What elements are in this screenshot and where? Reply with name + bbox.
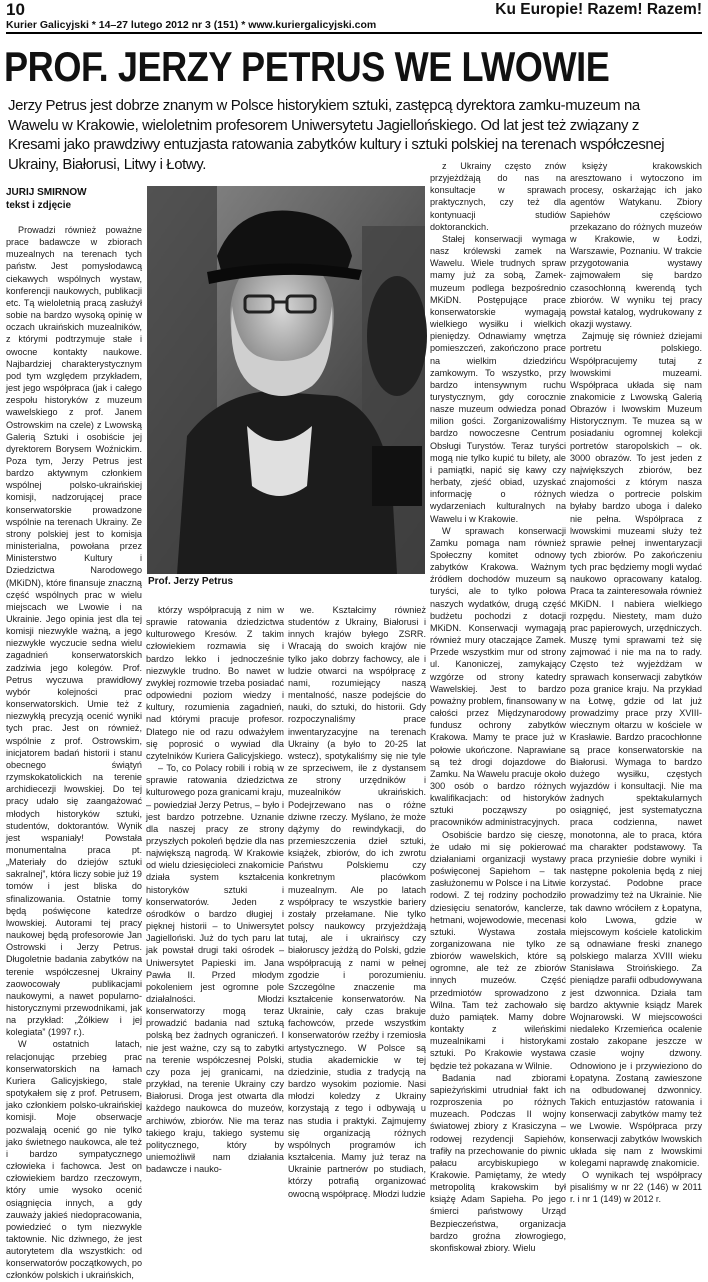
portrait-photo (147, 186, 425, 574)
text-column-3 (288, 604, 426, 1199)
author-name: JURIJ SMIRNOW (6, 187, 87, 198)
text-column-2 (146, 604, 285, 1175)
paragraph: we. Kształcimy również studentów z Ukrainy, Białorusi i innych krajów byłego ZSRR. Wracają do swoich krajów nie tylko jako dobrzy fachowcy, ale i ludzie otwarci na współpracę z nami, rozumiejący naszą mentalność, nasze podejście do nauki, do sztuki, do historii. Gdy rozpoczynaliśmy prace inwentaryzacyjne na terenach Ukrainy (a było to 20-25 lat wstecz), spotykaliśmy się nie tyle ze sprzeciwem, ile z dystansem ze strony urzędników i muzealników ukraińskich. Podejrzewano nas o różne dziwne rzeczy. Myślano, że może dążymy do rewindykacji, do przemieszczenia dzieł sztuki, książek, zbiorów, do ich zwrotu Państwu Polskiemu czy konkretnym placówkom muzealnym. Ale po latach współpracy te wszystkie bariery zostały przełamane. Nie tylko polscy naukowcy przyjeżdżają tutaj, ale i ukraińscy czy białoruscy jeżdżą do Polski, gdzie współpracują z nami w pełnej zgodzie i porozumieniu. Szczególne znaczenie ma kształcenie konserwatorów. Na Ukrainie, cały czas brakuje fachowców, przede wszystkim konserwatorów rzeźby i rzemiosła artystycznego. W Polsce są studia akademickie w tej dziedzinie, studia z tradycją na bardzo wysokim poziomie. Nasi młodzi koledzy z Ukrainy korzystają z tego i odbywają u nas studia i praktyki. Zajmujemy się organizacją różnych wspólnych programów ich kształcenia. Mamy już teraz na Ukrainie partnerów po studiach, którzy potrafią organizować owocną współpracę. Młodzi ludzie (288, 605, 426, 1199)
paragraph: Osobiście bardzo się cieszę, że udało mi się pokierować działaniami organizacji wystawy poświęconej Sapiehom – tak zasłużonemu w Polsce i na Litwie rodowi. Z tej rodziny pochodziło dziesięciu senatorów, kanclerze, hetmani, wojewodowie, mecenasi sztuki. Wystawa została zorganizowana nie tylko ze zbiorów wawelskich, które są ogromne, ale też ze zbiorów innych muzeów. Część przedmiotów sprowadzono z Wilna. Tam też zachowało się dużo pamiątek. Mamy dobre kontakty z wileńskimi muzealnikami i historykami sztuki. Po Krakowie wystawa będzie też pokazana w Wilnie. (430, 829, 566, 1071)
text-column-1 (6, 224, 142, 1281)
text-column-4 (430, 160, 566, 1253)
paragraph: Badania nad zbiorami sapieżyńskimi utrudniał fakt ich rozproszenia po różnych muzeach. Podczas II wojny światowej zbiory z Krasiczyna – rodowej rezydencji Sapiehów, trafiły na przechowanie do piwnic pałacu arcybiskupiego w Krakowie. Pamiętamy, że wtedy metropolitą krakowskim był książę Adam Sapieha. Po jego śmierci państwowy Urząd Bezpieczeństwa, organizacja bardzo groźna złowrogiego, skonfiskował zbiory. Wielu (430, 1072, 566, 1253)
page-number: 10 (6, 0, 25, 19)
paragraph: W ostatnich latach, relacjonując przebieg prac konserwatorskich na łamach Kuriera Galicyjskiego, stale spotykałem się z prof. Petrusem, jako członkiem polsko-ukraińskiej komisji. Moje obserwacje pozwalają ocenić go nie tylko jako świetnego naukowca, ale też i bardzo sympatycznego człowieka i fachowca. Jest on człowiekiem bardzo rzeczowym, który umie wysoko ocenić osiągnięcia innych, a gdy zauważy jakieś niedopracowania, powiedzieć o tym niezwykle taktownie. Nic dziwnego, że jest autorytetem dla wszystkich: od konserwatorów początkowych, po członków polskich i ukraińskich, (6, 1039, 142, 1281)
paragraph: Prowadzi również poważne prace badawcze w zbiorach muzealnych na terenach tych państw. Jest pomysłodawcą ciekawych wspólnych wystaw, konferencji naukowych, publikacji etc. Tą wieloletnią pracą zasłużył sobie na bardzo wysoką opinię w oczach ukraińskich muzealników, z którymi podtrzymuje stałe i owocne kontakty naukowe. Najbardziej charakterystycznym pod tym względem przykładem, jest jego współpraca (jak i całego zespołu historyków z muzeum wawelskiego z prof. Janem Ostrowskim na czele) z Lwowską Galerią Sztuki i osobiście jej dyrektorem Borysem Woźnickim. Poza tym, Jerzy Petrus jest bardzo aktywnym członkiem wspólnej polsko-ukraińskiej komisji, nadzorującej prace konserwatorskie prowadzone wspólnie na terenach Ukrainy. Ze strony polskiej jest to komisja ministerialna, powołana przez Ministerstwo Kultury i Dziedzictwa Narodowego (MKiDN), które finansuje znaczną część wspólnych prac w wielu miejscach we Lwowie i na Ukrainie. Jego opinia jest dla tej komisji niezwykle ważną, a jego niezwykłe wyczucie sedna wielu zagadnień konserwatorskich zadziwia jego kolegów. Prof. Petrus wyczuwa prawidłowy wybór kolejności prac konserwatorskich. Umie też z niezwykłą precyzją ocenić wyniki tych prac. Jest on również, wspólnie z prof. Ostrowskim, inicjatorem badań historii i stanu obecnego świątyń rzymskokatolickich na terenie archidiecezji lwowskiej. Do tej pracy udało się zaangażować młodych historyków sztuki, studentów, doktorantów. Wynik jest wspaniały! Powstała monumentalna praca pt. „Materiały do dziejów sztuki sakralnej”, która liczy sobie już 19 tomów i jest bliska do sfinalizowania. Ostatnie tomy będą poświęcone katedrze lwowskiej. Autorami tej pracy naukowej będą profesorowie Jan Ostrowski i Jerzy Petrus. Długoletnie badania zabytków na terenie współczesnej Ukrainy zaowocowały publikacjami naukowymi, a nawet popularno-historycznymi przewodnikami, jak na przykład: „Żółkiew i jej kolegiata” (1997 r.). (6, 225, 142, 1038)
paragraph: – To, co Polacy robili i robią w sprawie ratowania dziedzictwa kulturowego poza granicami kraju, – powiedział Jerzy Petrus, – było i jest bardzo potrzebne. Uznanie dla naszej pracy ze strony przyszłych pokoleń będzie dla nas największą nagrodą. W Krakowie od wielu dziesięcioleci znakomicie działa system kształcenia historyków sztuki i konserwatorów. Jeden z ośrodków o bardzo długiej i pięknej historii – to Uniwersytet Jagielloński. Już do tych paru lat jak powstał drugi taki ośrodek – Uniwersytet Papieski im. Jana Pawła II. Przed młodym pokoleniem jest ogromne pole działalności. Młodzi konserwatorzy mogą teraz prowadzić badania nad sztuką polską bez żadnych ograniczeń. I nie jest ważne, czy są to zabytki na terenie współczesnej Polski, czy poza jej granicami, na przykład, na terenie Ukrainy czy Białorusi. Droga jest otwarta dla każdego naukowca do muzeów, archiwów, zbiorów. Nie ma teraz takiego kraju, takiego systemu politycznego, który by uniemożliwił nam działania badawcze i nauko- (146, 763, 285, 1175)
paragraph: Zajmuję się również dziejami portretu polskiego. Współpracujemy tutaj z lwowskimi muzeami. Współpraca układa się nam znakomicie z Lwowską Galerią Obrazów i lwowskim Muzeum Historycznym. Te muzea są w posiadaniu ogromnej kolekcji portretów staropolskich – ok. 3000 obrazów. To jest jeden z największych zbiorów, bez znajomości z którym nasza wiedza o portrecie polskim byłaby bardzo uboga i daleko nie pełna. Współpraca z lwowskimi muzeami służy też sprawie pełnej inwentaryzacji tych zbiorów. Po zakończeniu tych prac będziemy mogli wydać naukowo opracowany katalog. Praca ta zainteresowała również MKiDN. I nabiera wielkiego rozpędu. Niestety, mam dużo prac papierowych, urzędniczych. Muszę tymi sprawami też się zajmować i nie ma na to rady. Często też wyjeżdżam w sprawach konserwacji zabytków poza granice kraju. Na przykład na Łotwę, gdzie od lat już prowadzimy prace przy XVIII-wiecznym ołtarzu w kościele w Krasławie. Bardzo pracochłonne są prace konserwatorskie na Białorusi. Wymaga to bardzo dużego wysiłku, częstych wyjazdów i konsultacji. Nie ma żadnych spektakularnych osiągnięć, jest systematyczna praca codzienna, nawet monotonna, ale to praca, która ma charakter podstawowy. Ta praca przynieśie dobre wyniki i następne pokolenia będą z niej korzystać. Podobne prace prowadzimy też na Ukrainie. Nie tak dawno wróciłem z Łopatyna, koło Lwowa, gdzie w miejscowym kościele katolickim są odnawiane freski znanego polskiego malarza XVIII wieku Stanisława Stroińskiego. Za pieniądze parafii odbudowywana jest dzwonnica. Działa tam bardzo aktywnie ksiądz Marek Wojnarowski. W miejscowości niedaleko Krzemieńca ocalenie zostało zakopane jeszcze w czasie wojny dzwony. Odnowiono je i przywieziono do Łopatyna. Zostaną zawieszone na odbudowanej dzwonnicy. Takich entuzjastów ratowania i konserwacji zabytków mamy też we Lwowie. Współpraca przy konserwacji zabytków lwowskich układa się nam z lwowskimi kolegami naprawdę znakomicie. (570, 331, 702, 1168)
paragraph: z Ukrainy często znów przyjeżdżają do nas na konsultacje w sprawach praktycznych, czy też dla kontynuacji studiów doktoranckich. (430, 161, 566, 232)
photo-credit: tekst i zdjęcie (6, 200, 72, 211)
paragraph: księży krakowskich aresztowano i wytoczono im procesy, oskarżając ich jako agentów Watykanu. Zbiory Sapiehów częściowo przekazano do różnych muzeów w Krakowie, w Łodzi, Warszawie, Poznaniu. W trakcie przygotowania wystawy zajmowałem się bardzo czasochłonną kwerendą tych zbiorów. W wyniku tej pracy powstał katalog, wydrukowany z okazji wystawy. (570, 161, 702, 330)
issue-info: Kurier Galicyjski * 14–27 lutego 2012 nr 3 (151) * www.kuriergalicyjski.com (6, 19, 377, 31)
paragraph: którzy współpracują z nim w sprawie ratowania dziedzictwa kulturowego Kresów. Z takim człowiekiem rozmawia się i bardzo lekko i jednocześnie niezwykle trudno. Bo nawet w zwykłej rozmowie trzeba posiadać odpowiedni poziom wiedzy i kultury, rozumienia zagadnień, nad którymi pracuje profesor. Dlatego nie od razu odważyłem się poprosić o wywiad dla czytelników Kuriera Galicyjskiego. (146, 605, 284, 761)
text-column-5 (570, 160, 702, 1205)
photo-caption: Prof. Jerzy Petrus (148, 576, 234, 587)
article-lead: Jerzy Petrus jest dobrze znanym w Polsce historykiem sztuki, zastępcą dyrektora zamku-muzeum na Wawelu w Krakowie, wieloletnim profesorem Uniwersytetu Jagiellońskiego. Od lat jest też związany z Kresami jako prawdziwy entuzjasta ratowania zabytków kultury i sztuki polskiej na terenach współczesnej Ukrainy, Białorusi, Litwy i Łotwy. (8, 97, 665, 173)
paragraph: W sprawach konserwacji Zamku pomaga nam również Społeczny komitet odnowy zabytków Krakowa. Ważnym źródłem dochodów muzeum są turyści, ale to tylko połowa naszych wydatków, drugą część budżetu pochodzi z dotacji MKiDN. Konserwacji wymagają również mury otaczające Zamek. Przede wszystkim mur od strony ul. Kanoniczej, zamykający wzgórze od strony katedry Wawelskiej. Jest to bardzo poważny problem, finansowany w całości przez Międzynarodowy fundusz ochrony zabytków Krakowa. Mamy te prace już w połowie ukończone. Naprawiane są też drogi dojazdowe do Zamku. Na Wawelu pracuje około 300 osób o bardzo różnych kwalifikacjach: od historyków sztuki począwszy po pracowników administracyjnych. (430, 525, 566, 828)
paragraph: O wynikach tej współpracy pisaliśmy w nr 22 (146) w 2011 r. i nr 1 (149) w 2012 r. (570, 1169, 702, 1205)
header-slogan: Ku Europie! Razem! Razem! (495, 1, 702, 18)
page-header (6, 0, 702, 34)
paragraph: Stałej konserwacji wymaga nasz królewski zamek na Wawelu. Wiele trudnych spraw mamy już za sobą, Zamek-muzeum podlega bezpośrednio MKiDN. Postępujące prace konserwatorskie wymagają wielkiego wysiłku i wielkich pieniędzy. Odnawiamy wnętrza pomieszczeń, zakończono prace na wielkim dziedzińcu zamkowym. To wszystko, przy bardzo intensywnym ruchu turystycznym, gdy corocznie nasze muzeum odwiedza ponad milion gości. Zorganizowaliśmy bardzo nowoczesne Centrum Obsługi Turystów. Teraz turyści mogą nie tylko kupić tu bilety, ale i pamiątki, napić się kawy czy herbaty, zjeść obiad, uzyskać informację o różnych wydarzeniach kulturalnych na Wawelu i w Krakowie. (430, 233, 566, 524)
article-title: PROF. JERZY PETRUS WE LWOWIE (4, 43, 610, 90)
portrait-image (147, 186, 425, 574)
